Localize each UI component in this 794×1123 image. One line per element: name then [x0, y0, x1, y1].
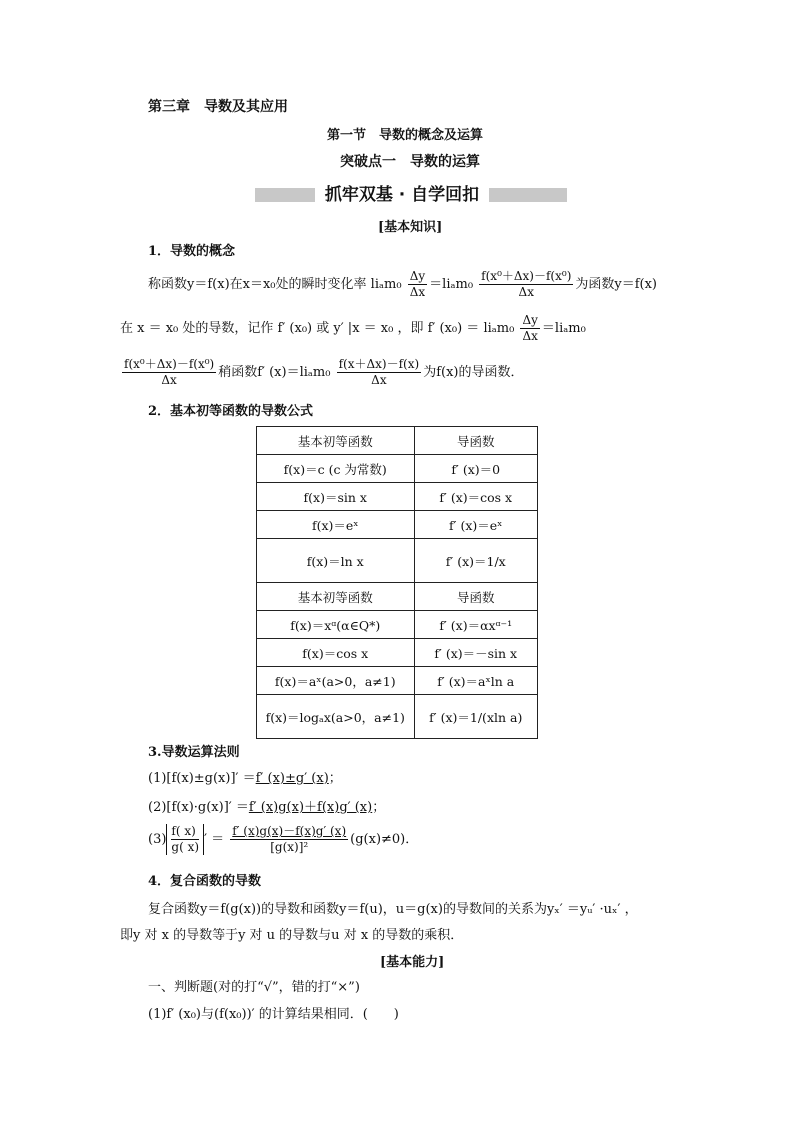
fraction-dy-dx	[408, 269, 427, 300]
table-header-cell: 导函数	[414, 427, 538, 455]
answer-underlined: f′ (x)g(x)＋f(x)g′ (x)	[248, 800, 373, 815]
table-row	[257, 611, 538, 639]
text-span: y＝f(x)在x＝x₀处的瞬时变化率	[187, 277, 367, 292]
derivative-formula-table	[256, 426, 538, 739]
chapter-title: 第三章 导数及其应用	[148, 99, 288, 115]
quotient-formula	[230, 824, 348, 855]
answer-underlined: f′ (x)±g′ (x)	[255, 771, 329, 786]
table-cell: f(x)＝logₐx(a>0，a≠1)	[257, 695, 415, 739]
table-header-cell: 基本初等函数	[257, 583, 415, 611]
denominator: Δx	[371, 373, 387, 387]
table-row	[257, 639, 538, 667]
fraction-derivative-function	[337, 357, 422, 388]
table-cell: f′ (x)＝－sin x	[414, 639, 538, 667]
composite-line2: 即y 对 x 的导数等于y 对 u 的导数与u 对 x 的导数的乘积．	[120, 928, 464, 943]
composite-line1: 复合函数y＝f(g(x))的导数和函数y＝f(u)，u＝g(x)的导数间的关系为yₓ′ ＝yᵤ′ ·uₓ′ ，	[148, 902, 638, 917]
table-cell: f(x)＝cos x	[257, 639, 415, 667]
table-cell: f′ (x)＝1/(xln a)	[414, 695, 538, 739]
text-span: (g(x)≠0)．	[350, 832, 419, 847]
table-cell: f(x)＝ln x	[257, 539, 415, 583]
text-span: 稍函数f′ (x)＝liₐm₀	[218, 365, 331, 380]
numerator: f(x⁰＋Δx)－f(x⁰)	[481, 269, 572, 283]
denominator: [g(x)]²	[270, 840, 309, 854]
numerator: Δy	[409, 269, 426, 283]
text-span: 为函数y＝f(x)	[575, 277, 658, 292]
numerator: f′ (x)g(x)－f(x)g′ (x)	[232, 824, 347, 838]
table-header-cell: 基本初等函数	[257, 427, 415, 455]
table-header-row	[257, 583, 538, 611]
numerator: f( x)	[171, 824, 199, 840]
table-cell: f(x)＝c (c 为常数)	[257, 455, 415, 483]
table-header-cell: 导函数	[414, 583, 538, 611]
text-span: 称函数	[148, 277, 188, 292]
table-cell: f′ (x)＝aˣln a	[414, 667, 538, 695]
table-row	[257, 455, 538, 483]
fraction-difference-quotient	[479, 269, 573, 300]
rule-sum: (1)[f(x)±g(x)]′ ＝f′ (x)±g′ (x)；	[148, 771, 342, 786]
derivative-definition-line1: 称函数y＝f(x)在x＝x₀处的瞬时变化率 liₐm₀ $\frac{\Delta y}{\Delta x}$ ＝liₐm₀ $\frac{\text{f(x⁰＋Δx)－f(x⁰)}}{\Delta x}$ 为函数y＝f(x)	[148, 269, 658, 299]
limit-symbol: liₐm₀	[370, 277, 402, 292]
numerator: f(x⁰＋Δx)－f(x⁰)	[124, 357, 215, 371]
fraction-difference-quotient	[122, 357, 216, 388]
table-cell: f(x)＝sin x	[257, 483, 415, 511]
table-row	[257, 511, 538, 539]
item4-heading: 4．复合函数的导数	[148, 874, 262, 889]
denominator: Δx	[522, 329, 538, 343]
banner-left-bar	[255, 188, 315, 202]
basic-knowledge-heading: [基本知识]	[378, 220, 443, 235]
banner-right-bar	[489, 188, 567, 202]
derivative-definition-line3	[120, 356, 523, 390]
numerator: f(x＋Δx)－f(x)	[338, 357, 420, 371]
table-cell: f′ (x)＝1/x	[414, 539, 538, 583]
section-title: 第一节 导数的概念及运算	[327, 128, 484, 143]
denominator: Δx	[161, 373, 177, 387]
table-cell: f′ (x)＝eˣ	[414, 511, 538, 539]
denominator: Δx	[518, 285, 534, 299]
judge-heading: 一、判断题(对的打“√”，错的打“×”)	[148, 980, 360, 995]
table-row	[257, 695, 538, 739]
table-cell: f(x)＝xᵅ(α∈Q*)	[257, 611, 415, 639]
denominator: Δx	[409, 285, 426, 299]
item2-heading: 2．基本初等函数的导数公式	[148, 404, 314, 419]
subsection-title: 突破点一 导数的运算	[340, 154, 480, 170]
table-cell: f(x)＝eˣ	[257, 511, 415, 539]
denominator: g( x)	[171, 840, 200, 854]
item3-heading: 3.导数运算法则	[148, 745, 240, 760]
table-row	[257, 667, 538, 695]
table-cell: f′ (x)＝cos x	[414, 483, 538, 511]
text-span: (1)[f(x)±g(x)]′ ＝	[148, 771, 256, 786]
basic-ability-heading: [基本能力]	[380, 955, 445, 970]
limit-symbol: liₐm₀	[442, 277, 474, 292]
text-span: 在 x ＝ x₀ 处的导数，记作 f′ (x₀) 或 y′ |x ＝ x₀ ，即 f′ (x₀) ＝ liₐm₀	[120, 321, 515, 336]
fraction-dy-dx	[520, 313, 539, 344]
table-row	[257, 539, 538, 583]
table-header-row	[257, 427, 538, 455]
table-row	[257, 483, 538, 511]
table-cell: f′ (x)＝0	[414, 455, 538, 483]
limit-symbol: liₐm₀	[554, 321, 586, 336]
text-span: 为f(x)的导函数．	[423, 365, 524, 380]
table-cell: f′ (x)＝αxᵅ⁻¹	[414, 611, 538, 639]
quotient-bracket	[166, 824, 204, 855]
numerator: Δy	[522, 313, 538, 327]
text-span: (2)[f(x)·g(x)]′ ＝	[148, 800, 249, 815]
rule-quotient: (3) $\frac{f( x)}{g( x)}$ ′ ＝ $\frac{f' (x)g(x)-f(x)g' (x)}{\text{[g(x)]²}}$ (g(x)≠0)．	[148, 824, 419, 854]
banner-title: 抓牢双基 · 自学回扣	[324, 185, 480, 205]
rule-product: (2)[f(x)·g(x)]′ ＝f′ (x)g(x)＋f(x)g′ (x)；	[148, 800, 386, 815]
judge-question-1: (1)f′ (x₀)与(f(x₀))′ 的计算结果相同．( )	[148, 1007, 399, 1022]
table-cell: f(x)＝aˣ(a>0，a≠1)	[257, 667, 415, 695]
text-span: (3)	[148, 832, 167, 847]
item1-heading: 1．导数的概念	[148, 244, 236, 259]
derivative-definition-line2: 在 x ＝ x₀ 处的导数，记作 f′ (x₀) 或 y′ |x ＝ x₀ ，即 f′ (x₀) ＝ liₐm₀ $\frac{\Delta y}{\Delta x}$ ＝liₐm₀	[120, 313, 586, 343]
